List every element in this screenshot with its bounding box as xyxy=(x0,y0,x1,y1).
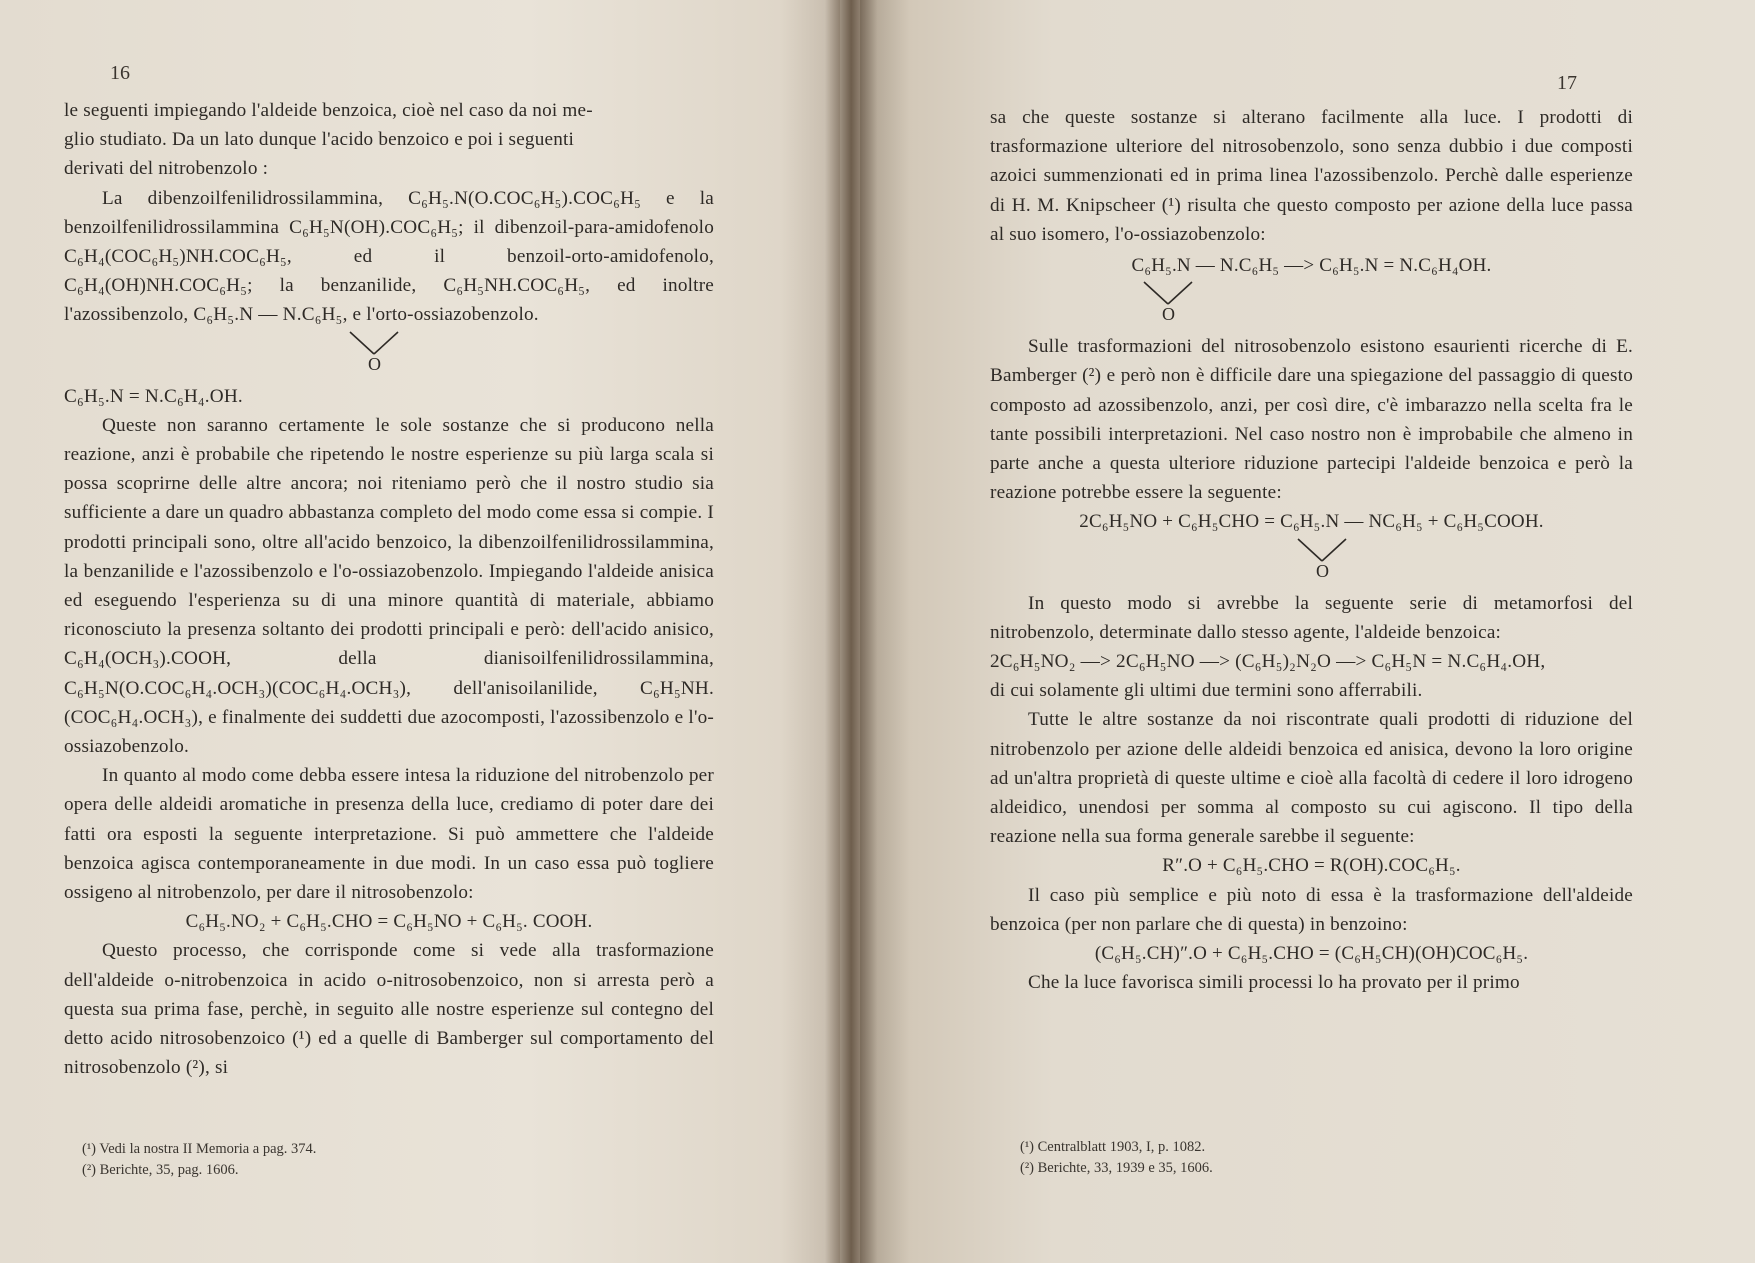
paragraph: Sulle trasformazioni del nitrosobenzolo esistono esaurienti ricerche di E. Bamberger (²) e però non è difficile dare una spiegazione del passaggio di questo composto ad azossibenzolo, anzi, per così dire, c'è imbarazzo nella scelta fra le tante possibili interpretazioni. Nel caso nostro non è improbabile che almeno in parte anche a questa ulteriore riduzione partecipi l'aldeide benzoica e però la reazione potrebbe essere la seguente: xyxy=(990,336,1633,504)
page-body xyxy=(990,103,1633,997)
oxygen-label: O xyxy=(1316,560,1330,581)
page-number: 16 xyxy=(110,62,130,84)
footnote: (¹) Centralblatt 1903, I, p. 1082. xyxy=(1020,1139,1206,1155)
bond-lines-icon xyxy=(346,330,402,356)
page-right xyxy=(860,0,1755,1263)
paragraph: di cui solamente gli ultimi due termini sono afferrabili. xyxy=(990,680,1423,702)
formula: 2C₆H₅NO + C₆H₅CHO = C₆H₅.N — NC₆H₅ + C₆H₅COOH. xyxy=(1079,511,1544,533)
paragraph: In questo modo si avrebbe la seguente serie di metamorfosi del nitrobenzolo, determinate dallo stesso agente, l'aldeide benzoica: xyxy=(990,592,1633,643)
footnote: (¹) Vedi la nostra II Memoria a pag. 374. xyxy=(82,1141,317,1157)
paragraph: sa che queste sostanze si alterano facilmente alla luce. I prodotti di trasformazione ulteriore del nitrosobenzolo, sono senza dubbio i due composti azoici summenzionati ed in prima linea l'azossibenzolo. Perchè dalle esperienze di H. M. Knipscheer (¹) risulta che questo composto per azione della luce passa al suo isomero, l'o-ossiazobenzolo: xyxy=(990,107,1633,245)
footnotes xyxy=(82,1139,316,1181)
page-body xyxy=(64,96,714,1083)
bond-lines-icon xyxy=(1140,280,1196,306)
oxygen-label: O xyxy=(1162,304,1176,325)
oxygen-label: O xyxy=(368,353,382,374)
formula: R″.O + C₆H₅.CHO = R(OH).COC₆H₅. xyxy=(1162,855,1461,877)
formula: C₆H₅.N = N.C₆H₄.OH. xyxy=(64,385,243,407)
formula: C₆H₅.NO₂ + C₆H₅.CHO = C₆H₅NO + C₆H₅. COOH. xyxy=(185,911,593,933)
oxygen-bridge xyxy=(64,330,714,382)
bond-lines-icon xyxy=(1294,537,1350,563)
paragraph: Queste non saranno certamente le sole sostanze che si producono nella reazione, anzi è probabile che ripetendo le nostre esperienze su più larga scala si possa scoprirne delle altre ancora; noi riteniamo però che il nostro studio sia sufficiente a dare un quadro abbastanza completo del modo come essa si compie. I prodotti principali sono, oltre all'acido benzoico, la dibenzoilfenilidrossilammina, la benzanilide e l'azossibenzolo e l'o-ossiazobenzolo. Impiegando l'aldeide anisica ed eseguendo l'esperienza su di una minore quantità di materiale, abbiamo riconosciuto la presenza soltanto dei prodotti principali e però: dell'acido anisico, C₆H₄(OCH₃).COOH, della dianisoilfenilidrossilammina, C₆H₅N(O.COC₆H₄.OCH₃)(COC₆H₄.OCH₃), dell'anisoilanilide, C₆H₅NH.(COC₆H₄.OCH₃), e finalmente dei suddetti due azocomposti, l'azossibenzolo e l'o-ossiazobenzolo. xyxy=(64,414,714,758)
footnote: (²) Berichte, 33, 1939 e 35, 1606. xyxy=(1020,1160,1213,1176)
oxygen-bridge xyxy=(990,537,1633,589)
text-line: le seguenti impiegando l'aldeide benzoica, cioè nel caso da noi me- xyxy=(64,100,593,121)
text-line: glio studiato. Da un lato dunque l'acido benzoico e poi i seguenti xyxy=(64,129,575,151)
paragraph: Il caso più semplice e più noto di essa è la trasformazione dell'aldeide benzoica (per non parlare che di questa) in benzoino: xyxy=(990,884,1633,935)
formula: C₆H₅.N — N.C₆H₅ —> C₆H₅.N = N.C₆H₄OH. xyxy=(1131,255,1492,277)
page-number: 17 xyxy=(1557,72,1577,94)
formula: (C₆H₅.CH)″.O + C₆H₅.CHO = (C₆H₅CH)(OH)COC₆H₅. xyxy=(1094,943,1529,965)
formula: 2C₆H₅NO₂ —> 2C₆H₅NO —> (C₆H₅)₂N₂O —> C₆H₅N = N.C₆H₄.OH, xyxy=(990,651,1546,673)
footnotes xyxy=(1020,1137,1213,1179)
paragraph: La dibenzoilfenilidrossilammina, C₆H₅.N(O.COC₆H₅).COC₆H₅ e la benzoilfenilidrossilammina C₆H₅N(OH).COC₆H₅; il dibenzoil-para-amidofenolo C₆H₄(COC₆H₅)NH.COC₆H₅, ed il benzoil-orto-amidofenolo, C₆H₄(OH)NH.COC₆H₅; la benzanilide, C₆H₅NH.COC₆H₅, ed inoltre l'azossibenzolo, C₆H₅.N — N.C₆H₅, e l'orto-ossiazobenzolo. xyxy=(64,187,714,326)
paragraph: Che la luce favorisca simili processi lo ha provato per il primo xyxy=(1028,972,1520,994)
paragraph: Questo processo, che corrisponde come si vede alla trasformazione dell'aldeide o-nitrobenzoica in acido o-nitrosobenzoico, non si arresta però a questa sua prima fase, perchè, in seguito alle nostre esperienze sul contegno del detto acido nitrosobenzoico (¹) ed a quelle di Bamberger sul comportamento del nitrosobenzolo (²), si xyxy=(64,940,714,1079)
paragraph: In quanto al modo come debba essere intesa la riduzione del nitrobenzolo per opera delle aldeidi aromatiche in presenza della luce, crediamo di poter dare dei fatti ora esposti la seguente interpretazione. Si può ammettere che l'aldeide benzoica agisca contemporaneamente in due modi. In un caso essa può togliere ossigeno al nitrobenzolo, per dare il nitrosobenzolo: xyxy=(64,765,714,904)
footnote: (²) Berichte, 35, pag. 1606. xyxy=(82,1162,239,1178)
text-line: derivati del nitrobenzolo : xyxy=(64,158,269,180)
page-left xyxy=(0,0,840,1263)
paragraph: Tutte le altre sostanze da noi riscontrate quali prodotti di riduzione del nitrobenzolo per azione delle aldeidi benzoica ed anisica, devono la loro origine ad un'altra proprietà di queste ultime e cioè alla facoltà di cedere il loro idrogeno aldeidico, unendosi per somma al composto su cui agiscono. Il tipo della reazione nella sua forma generale sarebbe il seguente: xyxy=(990,709,1633,848)
oxygen-bridge xyxy=(990,280,1633,332)
